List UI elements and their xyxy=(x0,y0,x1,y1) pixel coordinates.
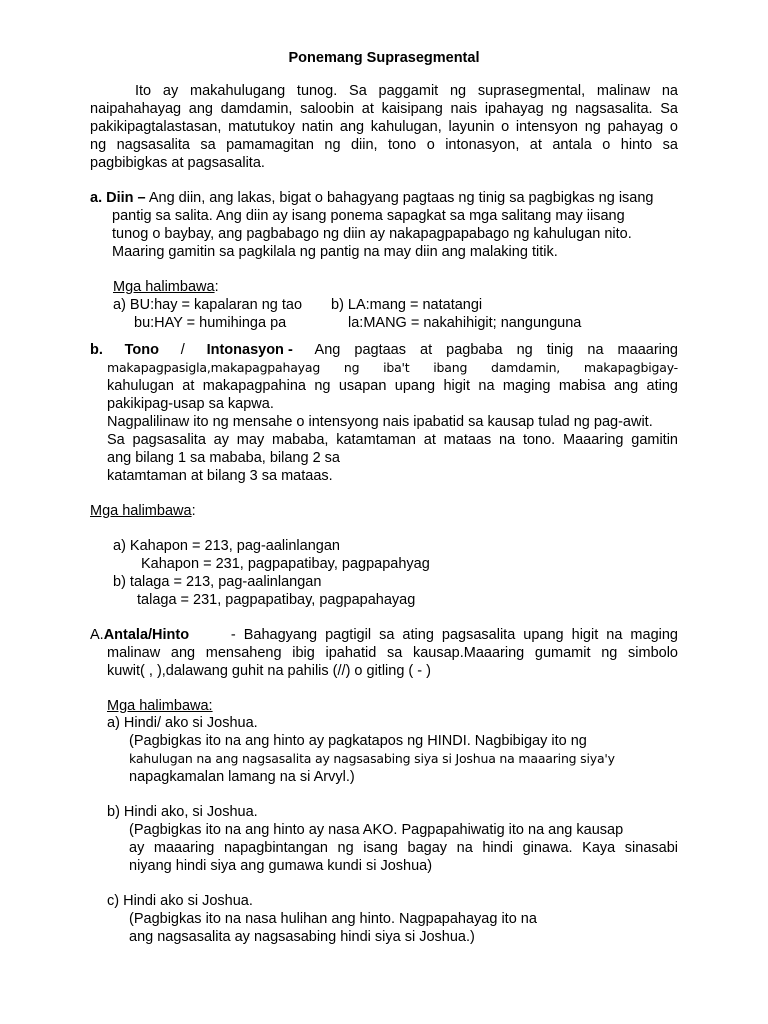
tono-line: katamtaman at bilang 3 sa mataas. xyxy=(107,468,333,484)
antala-example-label: c) Hindi ako si Joshua. xyxy=(107,893,253,909)
antala-example-line: (Pagbigkas ito na ang hinto ay nasa AKO. Pagpapahiwatig ito na ang kausap xyxy=(129,822,624,838)
diin-line: tunog o baybay, ang pagbabago ng diin ay nakapagpapabago ng kahulugan nito. xyxy=(112,226,632,242)
diin-line: pantig sa salita. Ang diin ay isang ponema sapagkat sa mga salitang may iisang xyxy=(112,208,625,224)
diin-line: Maaring gamitin sa pagkilala ng pantig na may diin ang malaking titik. xyxy=(112,244,558,260)
antala-line: kuwit( , ),dalawang guhit na pahilis (//) o gitling ( - ) xyxy=(107,663,431,679)
tono-line: Sa pagsasalita ay may mababa, katamtaman at mataas na tono. Maaaring gamitin xyxy=(107,432,678,448)
diin-example: bu:HAY = humihinga pa xyxy=(134,315,287,331)
tono-example: b) talaga = 213, pag-aalinlangan xyxy=(113,574,322,590)
tono-slash: / xyxy=(180,342,185,358)
antala-line: malinaw ang mensaheng ibig ipahatid sa kausap.Maaaring gumamit ng simbolo xyxy=(107,645,678,661)
antala-examples-label: Mga halimbawa: xyxy=(107,698,213,714)
tono-first-line: Ang pagtaas at pagbaba ng tinig na maaaring xyxy=(314,342,678,358)
tono-heading xyxy=(90,341,678,359)
antala-marker: A. xyxy=(90,627,104,643)
antala-first-line: - Bahagyang pagtigil sa ating pagsasalita upang higit na maging xyxy=(230,627,678,643)
intro-line: pagbibigkas at pagsasalita. xyxy=(90,155,265,171)
tono-line: makapagpasigla,makapagpahayag ng iba't ibang damdamin, makapagbigay- xyxy=(107,360,678,375)
tono-line: ang bilang 1 sa mababa, bilang 2 sa xyxy=(107,450,340,466)
intro-line: pakikipagtalastasan, matutukoy natin ang kahulugan, layunin o intensyon ng pahayag o xyxy=(90,119,678,135)
intro-line: naipahahayag ang damdamin, saloobin at kaisipang nais ipahayag ng nagsasalita. Sa xyxy=(90,101,678,117)
diin-first-line: Ang diin, ang lakas, bigat o bahagyang pagtaas ng tinig sa pagbigkas ng isang xyxy=(148,190,654,206)
antala-example-line: ay maaaring napagbintangan ng isang bagay na hindi ginawa. Kaya sinasabi xyxy=(129,840,678,856)
diin-heading xyxy=(90,189,654,207)
antala-example-line: napagkamalan lamang na si Arvyl.) xyxy=(129,769,355,785)
antala-term: Antala/Hinto xyxy=(103,627,190,643)
tono-term-intonasyon: Intonasyon - xyxy=(206,342,293,358)
diin-example: b) LA:mang = natatangi xyxy=(331,297,483,313)
antala-example-line: niyang hindi siya ang gumawa kundi si Joshua) xyxy=(129,858,433,874)
diin-term: Diin – xyxy=(106,190,146,206)
tono-example: talaga = 231, pagpapatibay, pagpapahayag xyxy=(137,592,416,608)
tono-term: Tono xyxy=(124,342,160,358)
page-title: Ponemang Suprasegmental xyxy=(288,50,480,66)
tono-example: Kahapon = 231, pagpapatibay, pagpapahyag xyxy=(141,556,430,572)
antala-example-line: (Pagbigkas ito na nasa hulihan ang hinto. Nagpapahayag ito na xyxy=(129,911,537,927)
diin-marker: a. xyxy=(90,190,103,206)
antala-example-label: b) Hindi ako, si Joshua. xyxy=(107,804,258,820)
tono-example: a) Kahapon = 213, pag-aalinlangan xyxy=(113,538,340,554)
intro-line: Ito ay makahulugang tunog. Sa paggamit ng suprasegmental, malinaw na xyxy=(135,83,678,99)
antala-heading xyxy=(90,626,678,644)
antala-example-line: ang nagsasalita ay nagsasabing hindi siya si Joshua.) xyxy=(129,929,475,945)
antala-example-line: (Pagbigkas ito na ang hinto ay pagkatapos ng HINDI. Nagbibigay ito ng xyxy=(129,733,587,749)
tono-line: Nagpalilinaw ito ng mensahe o intensyong nais ipabatid sa kausap tulad ng pag-awit. xyxy=(107,414,653,430)
tono-examples-label: Mga halimbawa: xyxy=(90,503,196,519)
antala-example-line: kahulugan na ang nagsasalita ay nagsasabing siya si Joshua na maaaring siya'y xyxy=(129,751,615,766)
tono-line: pakikipag-usap sa kapwa. xyxy=(107,396,274,412)
tono-line: kahulugan at makapagpahina ng usapan upang higit na maging mabisa ang ating xyxy=(107,378,678,394)
antala-example-label: a) Hindi/ ako si Joshua. xyxy=(107,715,258,731)
intro-line: ng nagsasalita sa pamamagitan ng diin, tono o intonasyon, at antala o hinto sa xyxy=(90,137,678,153)
tono-marker: b. xyxy=(90,342,103,358)
diin-example: a) BU:hay = kapalaran ng tao xyxy=(113,297,303,313)
diin-examples-label: Mga halimbawa: xyxy=(113,279,219,295)
diin-example: la:MANG = nakahihigit; nangunguna xyxy=(348,315,582,331)
